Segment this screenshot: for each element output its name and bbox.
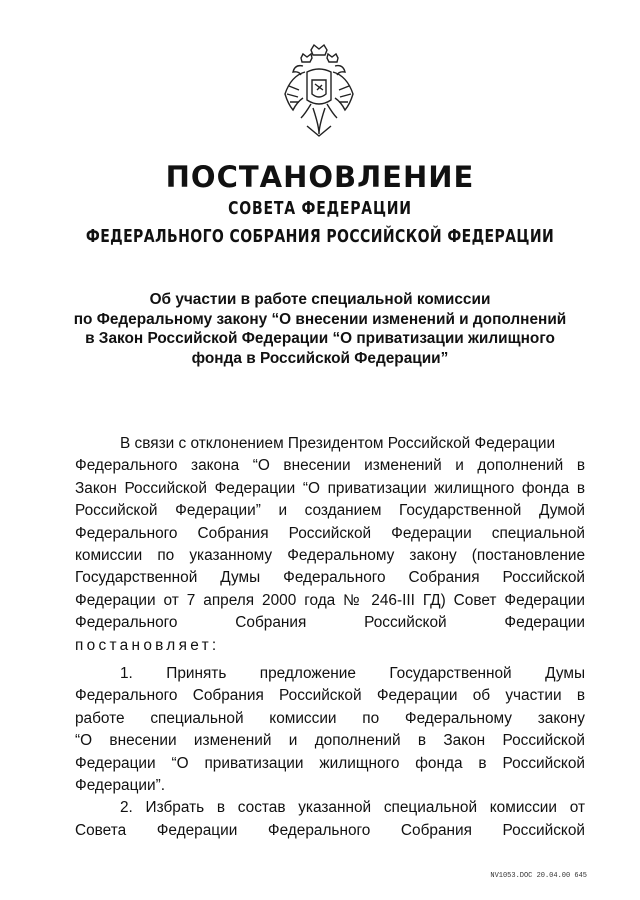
heading-line: Об участии в работе специальной комиссии <box>149 291 491 308</box>
text-line: комиссии по указанному Федеральному закону (постановление <box>75 547 585 565</box>
text-line: Федерального Собрания Российской Федерации специальной <box>75 524 585 542</box>
heading-line: в Закон Российской Федерации “О приватизации жилищного <box>85 330 555 347</box>
text-line: Федерации”. <box>75 777 165 795</box>
text-line: 1. Принять предложение Государственной Думы <box>120 665 585 682</box>
heading-line: по Федеральному закону “О внесении изменений и дополнений <box>73 310 567 328</box>
text-line: В связи с отклонением Президентом Российской Федерации <box>120 435 556 452</box>
text-line: Совета Федерации Федерального Собрания Российской <box>75 821 585 839</box>
text-line: Федерации “О приватизации жилищного фонда в Российской <box>75 754 585 772</box>
text-line: Закон Российской Федерации “О приватизации жилищного фонда в <box>75 479 585 497</box>
text-line: работе специальной комиссии по Федеральному закону <box>75 709 585 727</box>
heading-line: фонда в Российской Федерации” <box>191 349 449 367</box>
resolution-heading <box>40 290 600 368</box>
resolution-items <box>75 663 585 842</box>
issuer-line-2: ФЕДЕРАЛЬНОГО СОБРАНИЯ РОССИЙСКОЙ ФЕДЕРАЦИИ <box>85 226 555 247</box>
preamble-paragraph <box>75 433 585 657</box>
text-line: Федерального Собрания Российской Федерации об участии в <box>75 687 585 705</box>
text-line: Федерального закона “О внесении изменений и дополнений в <box>75 457 585 475</box>
decree-word: постановляет: <box>75 636 220 654</box>
text-line: “О внесении изменений и дополнений в Закон Российской <box>75 732 585 750</box>
document-footer-code: NV1053.DOC 20.04.00 645 <box>490 872 587 880</box>
text-line: Государственной Думы Федерального Собрания Российской <box>75 569 585 587</box>
text-line: Федерального Собрания Российской Федерации <box>75 614 585 632</box>
issuer-line-1: СОВЕТА ФЕДЕРАЦИИ <box>228 198 412 219</box>
text-line: Российской Федерации” и созданием Государственной Думой <box>75 502 585 520</box>
coat-of-arms-emblem-icon <box>281 42 357 142</box>
document-type-title: ПОСТАНОВЛЕНИЕ <box>165 160 475 194</box>
text-line: Федерации от 7 апреля 2000 года № 246-III ГД) Совет Федерации <box>75 591 585 609</box>
text-line: 2. Избрать в состав указанной специальной комиссии от <box>120 799 585 817</box>
